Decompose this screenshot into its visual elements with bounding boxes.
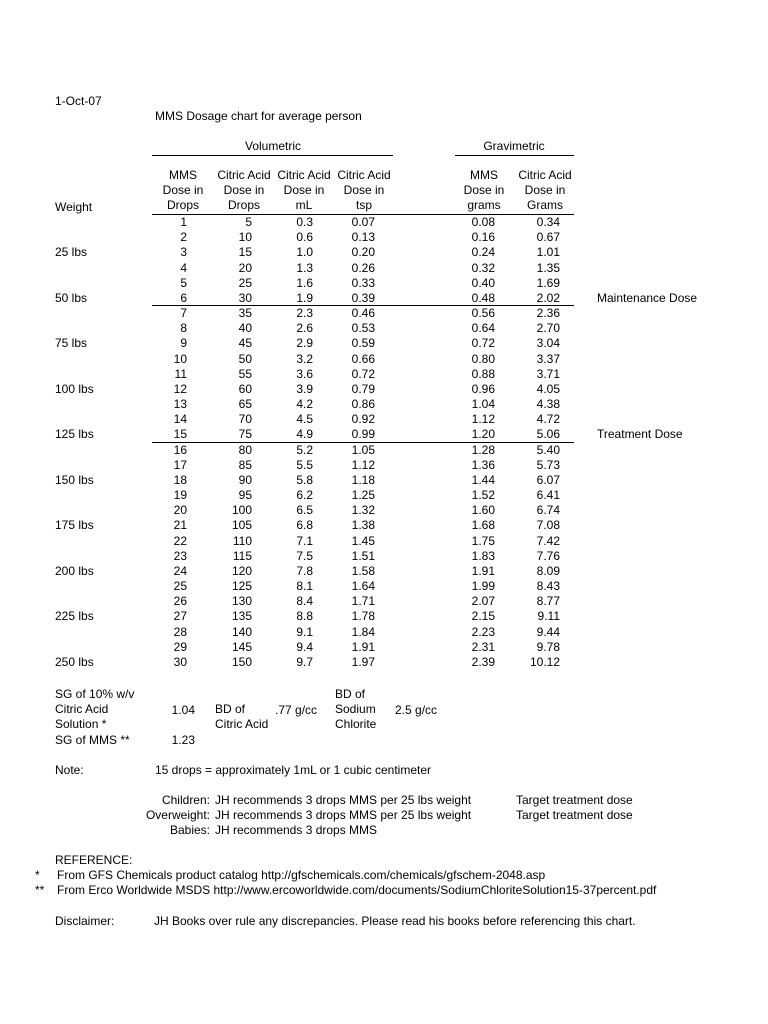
- citric-acid-tsp-cell: 1.12: [351, 457, 375, 472]
- citric-acid-ml-cell: 8.8: [296, 609, 313, 624]
- weight-cell: 100 lbs: [55, 381, 94, 396]
- citric-acid-ml-cell: 4.2: [296, 397, 313, 412]
- table-row: [0, 609, 768, 624]
- citric-acid-grams-cell: 10.12: [529, 654, 560, 669]
- table-row: [0, 245, 768, 260]
- citric-acid-grams-cell: 1.69: [536, 275, 560, 290]
- mms-grams-cell: 2.31: [471, 639, 495, 654]
- citric-acid-grams-cell: 3.04: [536, 336, 560, 351]
- citric-acid-drops-cell: 115: [232, 548, 252, 563]
- citric-acid-tsp-cell: 0.86: [351, 397, 375, 412]
- citric-acid-drops-cell: 35: [238, 306, 252, 321]
- volumetric-group-label: Volumetric: [244, 139, 302, 153]
- mms-grams-cell: 0.64: [471, 321, 495, 336]
- weight-header: Weight: [55, 200, 93, 214]
- mms-grams-cell: 2.15: [471, 609, 495, 624]
- table-row: [0, 382, 768, 397]
- citric-acid-drops-cell: 50: [238, 351, 252, 366]
- citric-acid-tsp-cell: 0.33: [351, 275, 375, 290]
- citric-acid-drops-cell: 10: [238, 230, 252, 245]
- citric-acid-drops-cell: 125: [231, 579, 252, 594]
- table-row: [0, 397, 768, 412]
- mms-grams-cell: 0.72: [471, 336, 495, 351]
- mms-grams-cell: 1.75: [471, 533, 495, 548]
- reference-mark-1: *: [35, 868, 40, 882]
- citric-acid-ml-cell: 5.2: [296, 442, 313, 457]
- mms-grams-cell: 1.12: [471, 412, 495, 427]
- weight-cell: 250 lbs: [55, 654, 94, 669]
- mms-grams-cell: 0.80: [471, 351, 495, 366]
- mms-grams-cell: 2.07: [471, 594, 495, 609]
- citric-acid-tsp-cell: 1.58: [351, 563, 375, 578]
- citric-acid-ml-cell: 5.5: [296, 457, 313, 472]
- citric-acid-tsp-cell: 1.78: [351, 609, 375, 624]
- citric-acid-tsp-cell: 0.39: [351, 290, 375, 305]
- citric-acid-ml-cell: 7.1: [296, 533, 313, 548]
- citric-acid-drops-cell: 145: [231, 639, 252, 654]
- citric-acid-tsp-cell: 1.51: [351, 548, 375, 563]
- mms-drops-cell: 11: [174, 366, 187, 381]
- citric-acid-ml-cell: 4.5: [296, 412, 313, 427]
- citric-acid-drops-cell: 15: [238, 245, 252, 260]
- citric-acid-ml-cell: 7.8: [296, 563, 313, 578]
- weight-cell: 200 lbs: [55, 563, 94, 578]
- table-row: [0, 215, 768, 230]
- table-row: [0, 291, 768, 306]
- citric-acid-grams-cell: 9.11: [537, 609, 560, 624]
- table-row: [0, 427, 768, 442]
- children-text: JH recommends 3 drops MMS per 25 lbs weight: [215, 793, 472, 807]
- mms-drops-cell: 9: [180, 336, 187, 351]
- table-row: [0, 488, 768, 503]
- citric-acid-grams-cell: 7.08: [536, 518, 560, 533]
- citric-acid-tsp-cell: 1.32: [351, 503, 375, 518]
- mms-drops-cell: 1: [180, 215, 187, 229]
- table-row: [0, 306, 768, 321]
- mms-grams-cell: 1.68: [471, 518, 495, 533]
- mms-drops-cell: 28: [173, 624, 187, 639]
- citric-acid-tsp-cell: 1.91: [351, 639, 375, 654]
- citric-acid-drops-cell: 75: [238, 427, 252, 442]
- sg-mms-label: SG of MMS **: [55, 733, 130, 747]
- citric-acid-ml-cell: 6.2: [296, 488, 313, 503]
- reference-mark-2: **: [35, 883, 45, 897]
- table-row: [0, 549, 768, 564]
- mms-drops-cell: 21: [173, 518, 187, 533]
- mms-drops-cell: 27: [173, 609, 187, 624]
- overweight-target: Target treatment dose: [516, 808, 633, 822]
- table-row: [0, 518, 768, 533]
- citric-acid-grams-header: Citric Acid Dose in Grams: [518, 168, 572, 212]
- gravimetric-divider: [455, 155, 574, 156]
- citric-acid-drops-cell: 65: [238, 397, 252, 412]
- citric-acid-ml-cell: 7.5: [296, 548, 313, 563]
- citric-acid-grams-cell: 7.76: [536, 548, 560, 563]
- mms-drops-cell: 15: [173, 427, 187, 442]
- citric-acid-tsp-cell: 1.97: [351, 654, 375, 669]
- citric-acid-grams-cell: 2.36: [536, 306, 560, 321]
- citric-acid-ml-cell: 9.4: [296, 639, 313, 654]
- mms-drops-cell: 23: [173, 548, 187, 563]
- citric-acid-ml-cell: 0.3: [296, 215, 313, 229]
- citric-acid-grams-cell: 4.72: [536, 412, 560, 427]
- citric-acid-tsp-cell: 1.25: [351, 488, 375, 503]
- citric-acid-drops-cell: 95: [238, 488, 252, 503]
- citric-acid-drops-cell: 110: [232, 533, 252, 548]
- table-row: [0, 503, 768, 518]
- mms-grams-cell: 0.16: [471, 230, 495, 245]
- citric-acid-tsp-cell: 0.66: [351, 351, 375, 366]
- citric-acid-grams-cell: 1.35: [536, 260, 560, 275]
- table-row: [0, 443, 768, 458]
- bd-sodium-chlorite-label: BD of Sodium Chlorite: [335, 687, 377, 731]
- citric-acid-grams-cell: 2.70: [536, 321, 560, 336]
- mms-drops-cell: 26: [173, 594, 187, 609]
- citric-acid-ml-header: Citric Acid Dose in mL: [277, 168, 331, 212]
- mms-drops-cell: 8: [180, 321, 187, 336]
- babies-label: Babies:: [169, 823, 210, 837]
- citric-acid-ml-cell: 3.9: [296, 381, 313, 396]
- table-row: [0, 412, 768, 427]
- citric-acid-tsp-cell: 0.99: [351, 427, 375, 442]
- citric-acid-drops-cell: 25: [238, 275, 252, 290]
- disclaimer-text: JH Books over rule any discrepancies. Please read his books before referencing this chart.: [154, 914, 636, 928]
- mms-grams-header: MMS Dose in grams: [463, 168, 505, 212]
- reference-text-1: From GFS Chemicals product catalog http://gfschemicals.com/chemicals/gfschem-2048.asp: [57, 868, 546, 882]
- table-row: [0, 458, 768, 473]
- citric-acid-ml-cell: 6.5: [296, 503, 313, 518]
- citric-acid-grams-cell: 3.71: [536, 366, 560, 381]
- mms-grams-cell: 1.83: [471, 548, 495, 563]
- citric-acid-drops-cell: 100: [231, 503, 252, 518]
- gravimetric-group-label: Gravimetric: [483, 139, 545, 153]
- mms-drops-cell: 2: [180, 230, 187, 245]
- weight-cell: 175 lbs: [55, 518, 94, 533]
- mms-drops-cell: 29: [173, 639, 187, 654]
- mms-drops-cell: 7: [180, 306, 187, 321]
- citric-acid-drops-cell: 55: [238, 366, 252, 381]
- mms-drops-cell: 19: [173, 488, 187, 503]
- dose-note-cell: Treatment Dose: [597, 427, 683, 442]
- citric-acid-grams-cell: 6.41: [536, 488, 560, 503]
- citric-acid-ml-cell: 8.4: [296, 594, 313, 609]
- babies-text: JH recommends 3 drops MMS: [215, 823, 378, 837]
- mms-drops-cell: 20: [173, 503, 187, 518]
- mms-drops-cell: 25: [173, 579, 187, 594]
- citric-acid-grams-cell: 8.43: [536, 579, 560, 594]
- children-target: Target treatment dose: [516, 793, 633, 807]
- sg-citric-acid-value: 1.04: [171, 703, 195, 717]
- citric-acid-ml-cell: 0.6: [296, 230, 313, 245]
- mms-grams-cell: 0.24: [471, 245, 495, 260]
- chart-title: MMS Dosage chart for average person: [155, 109, 362, 123]
- citric-acid-tsp-cell: 1.71: [351, 594, 375, 609]
- table-row: [0, 473, 768, 488]
- disclaimer-label: Disclaimer:: [55, 914, 115, 928]
- table-row: [0, 564, 768, 579]
- weight-cell: 50 lbs: [55, 290, 88, 305]
- citric-acid-tsp-cell: 0.79: [351, 381, 375, 396]
- note-text: 15 drops = approximately 1mL or 1 cubic centimeter: [155, 763, 432, 777]
- citric-acid-tsp-cell: 1.38: [351, 518, 375, 533]
- citric-acid-grams-cell: 3.37: [536, 351, 560, 366]
- citric-acid-ml-cell: 1.0: [296, 245, 313, 260]
- citric-acid-grams-cell: 4.38: [536, 397, 560, 412]
- bd-citric-acid-label: BD of Citric Acid: [215, 702, 269, 731]
- citric-acid-ml-cell: 4.9: [296, 427, 313, 442]
- mms-drops-cell: 5: [180, 275, 187, 290]
- citric-acid-grams-cell: 9.78: [536, 639, 560, 654]
- table-row: [0, 625, 768, 640]
- citric-acid-tsp-cell: 1.45: [351, 533, 375, 548]
- reference-label: REFERENCE:: [55, 853, 133, 867]
- citric-acid-ml-cell: 3.2: [296, 351, 313, 366]
- citric-acid-drops-cell: 120: [231, 563, 252, 578]
- mms-drops-cell: 14: [173, 412, 187, 427]
- citric-acid-grams-cell: 0.34: [536, 215, 560, 229]
- sg-mms-value: 1.23: [171, 733, 195, 747]
- table-row: [0, 321, 768, 336]
- mms-grams-cell: 1.20: [471, 427, 495, 442]
- mms-drops-cell: 16: [173, 442, 187, 457]
- citric-acid-ml-cell: 6.8: [296, 518, 313, 533]
- date: 1-Oct-07: [55, 94, 102, 108]
- mms-grams-cell: 0.48: [471, 290, 495, 305]
- mms-drops-cell: 13: [173, 397, 187, 412]
- mms-grams-cell: 1.99: [471, 579, 495, 594]
- mms-grams-cell: 0.08: [471, 215, 495, 229]
- mms-grams-cell: 1.28: [471, 442, 495, 457]
- citric-acid-ml-cell: 5.8: [296, 472, 313, 487]
- citric-acid-ml-cell: 2.6: [296, 321, 313, 336]
- citric-acid-tsp-cell: 0.07: [351, 215, 375, 229]
- citric-acid-drops-cell: 70: [238, 412, 252, 427]
- citric-acid-drops-cell: 105: [231, 518, 252, 533]
- children-label: Children:: [161, 793, 210, 807]
- mms-drops-cell: 3: [180, 245, 187, 260]
- citric-acid-grams-cell: 5.73: [536, 457, 560, 472]
- bd-sodium-chlorite-value: 2.5 g/cc: [395, 703, 438, 717]
- citric-acid-ml-cell: 9.1: [296, 624, 313, 639]
- overweight-label: Overweight:: [145, 808, 210, 822]
- reference-text-2: From Erco Worldwide MSDS http://www.ercoworldwide.com/documents/SodiumChloriteSolution15-37percent.pdf: [57, 883, 657, 897]
- citric-acid-drops-cell: 5: [245, 215, 252, 229]
- mms-drops-header: MMS Dose in Drops: [162, 168, 204, 212]
- citric-acid-tsp-cell: 1.84: [351, 624, 375, 639]
- table-row: [0, 336, 768, 351]
- mms-grams-cell: 1.44: [471, 472, 495, 487]
- mms-drops-cell: 17: [173, 457, 187, 472]
- citric-acid-grams-cell: 7.42: [536, 533, 560, 548]
- citric-acid-ml-cell: 9.7: [296, 654, 313, 669]
- citric-acid-grams-cell: 1.01: [536, 245, 560, 260]
- citric-acid-grams-cell: 8.09: [536, 563, 560, 578]
- citric-acid-ml-cell: 1.6: [296, 275, 313, 290]
- note-label: Note:: [55, 763, 84, 777]
- mms-grams-cell: 1.60: [471, 503, 495, 518]
- citric-acid-drops-cell: 30: [238, 290, 252, 305]
- weight-cell: 125 lbs: [55, 427, 94, 442]
- table-row: [0, 261, 768, 276]
- mms-grams-cell: 1.04: [471, 397, 495, 412]
- citric-acid-drops-cell: 40: [238, 321, 252, 336]
- citric-acid-drops-cell: 45: [238, 336, 252, 351]
- mms-grams-cell: 0.96: [471, 381, 495, 396]
- citric-acid-tsp-cell: 0.72: [351, 366, 375, 381]
- mms-drops-cell: 22: [173, 533, 187, 548]
- citric-acid-ml-cell: 3.6: [296, 366, 313, 381]
- citric-acid-tsp-cell: 0.46: [351, 306, 375, 321]
- citric-acid-drops-cell: 135: [231, 609, 252, 624]
- table-row: [0, 579, 768, 594]
- citric-acid-drops-header: Citric Acid Dose in Drops: [217, 168, 271, 212]
- citric-acid-drops-cell: 20: [238, 260, 252, 275]
- citric-acid-tsp-cell: 0.20: [351, 245, 375, 260]
- table-row: [0, 655, 768, 670]
- citric-acid-grams-cell: 2.02: [536, 290, 560, 305]
- volumetric-divider: [152, 155, 393, 156]
- table-row: [0, 640, 768, 655]
- citric-acid-grams-cell: 9.44: [536, 624, 560, 639]
- citric-acid-drops-cell: 150: [231, 654, 252, 669]
- weight-cell: 25 lbs: [55, 245, 88, 260]
- mms-drops-cell: 12: [173, 381, 187, 396]
- bd-citric-acid-value: .77 g/cc: [275, 703, 318, 717]
- mms-drops-cell: 18: [173, 472, 187, 487]
- citric-acid-grams-cell: 5.40: [536, 442, 560, 457]
- mms-grams-cell: 0.88: [471, 366, 495, 381]
- citric-acid-grams-cell: 6.07: [536, 472, 560, 487]
- citric-acid-tsp-cell: 0.13: [351, 230, 375, 245]
- citric-acid-ml-cell: 1.9: [296, 290, 313, 305]
- citric-acid-drops-cell: 90: [238, 472, 252, 487]
- mms-drops-cell: 4: [180, 260, 187, 275]
- citric-acid-drops-cell: 130: [231, 594, 252, 609]
- citric-acid-tsp-cell: 0.92: [351, 412, 375, 427]
- citric-acid-tsp-cell: 0.59: [351, 336, 375, 351]
- citric-acid-tsp-cell: 1.64: [351, 579, 375, 594]
- weight-cell: 150 lbs: [55, 472, 94, 487]
- mms-grams-cell: 1.91: [471, 563, 495, 578]
- citric-acid-ml-cell: 2.9: [296, 336, 313, 351]
- mms-drops-cell: 10: [173, 351, 187, 366]
- table-row: [0, 352, 768, 367]
- citric-acid-tsp-cell: 1.18: [351, 472, 375, 487]
- mms-grams-cell: 0.32: [471, 260, 495, 275]
- table-row: [0, 367, 768, 382]
- mms-grams-cell: 2.39: [471, 654, 495, 669]
- table-row: [0, 594, 768, 609]
- mms-grams-cell: 0.56: [471, 306, 495, 321]
- sg-citric-acid-label: SG of 10% w/v Citric Acid Solution *: [55, 687, 135, 731]
- weight-cell: 225 lbs: [55, 609, 94, 624]
- overweight-text: JH recommends 3 drops MMS per 25 lbs weight: [215, 808, 472, 822]
- table-row: [0, 276, 768, 291]
- citric-acid-grams-cell: 6.74: [536, 503, 560, 518]
- citric-acid-ml-cell: 1.3: [296, 260, 313, 275]
- citric-acid-tsp-cell: 0.53: [351, 321, 375, 336]
- dose-note-cell: Maintenance Dose: [597, 290, 698, 305]
- citric-acid-tsp-header: Citric Acid Dose in tsp: [337, 168, 391, 212]
- citric-acid-tsp-cell: 0.26: [351, 260, 375, 275]
- citric-acid-grams-cell: 8.77: [536, 594, 560, 609]
- citric-acid-drops-cell: 80: [238, 442, 252, 457]
- table-row: [0, 230, 768, 245]
- mms-grams-cell: 0.40: [471, 275, 495, 290]
- citric-acid-grams-cell: 5.06: [536, 427, 560, 442]
- mms-grams-cell: 1.52: [471, 488, 495, 503]
- mms-drops-cell: 6: [180, 290, 187, 305]
- citric-acid-ml-cell: 8.1: [296, 579, 313, 594]
- citric-acid-ml-cell: 2.3: [296, 306, 313, 321]
- mms-grams-cell: 1.36: [471, 457, 495, 472]
- citric-acid-grams-cell: 0.67: [536, 230, 560, 245]
- citric-acid-grams-cell: 4.05: [536, 381, 560, 396]
- citric-acid-drops-cell: 60: [238, 381, 252, 396]
- mms-drops-cell: 24: [173, 563, 187, 578]
- weight-cell: 75 lbs: [55, 336, 88, 351]
- mms-grams-cell: 2.23: [471, 624, 495, 639]
- table-row: [0, 534, 768, 549]
- citric-acid-drops-cell: 85: [238, 457, 252, 472]
- citric-acid-tsp-cell: 1.05: [351, 442, 375, 457]
- citric-acid-drops-cell: 140: [231, 624, 252, 639]
- mms-drops-cell: 30: [173, 654, 187, 669]
